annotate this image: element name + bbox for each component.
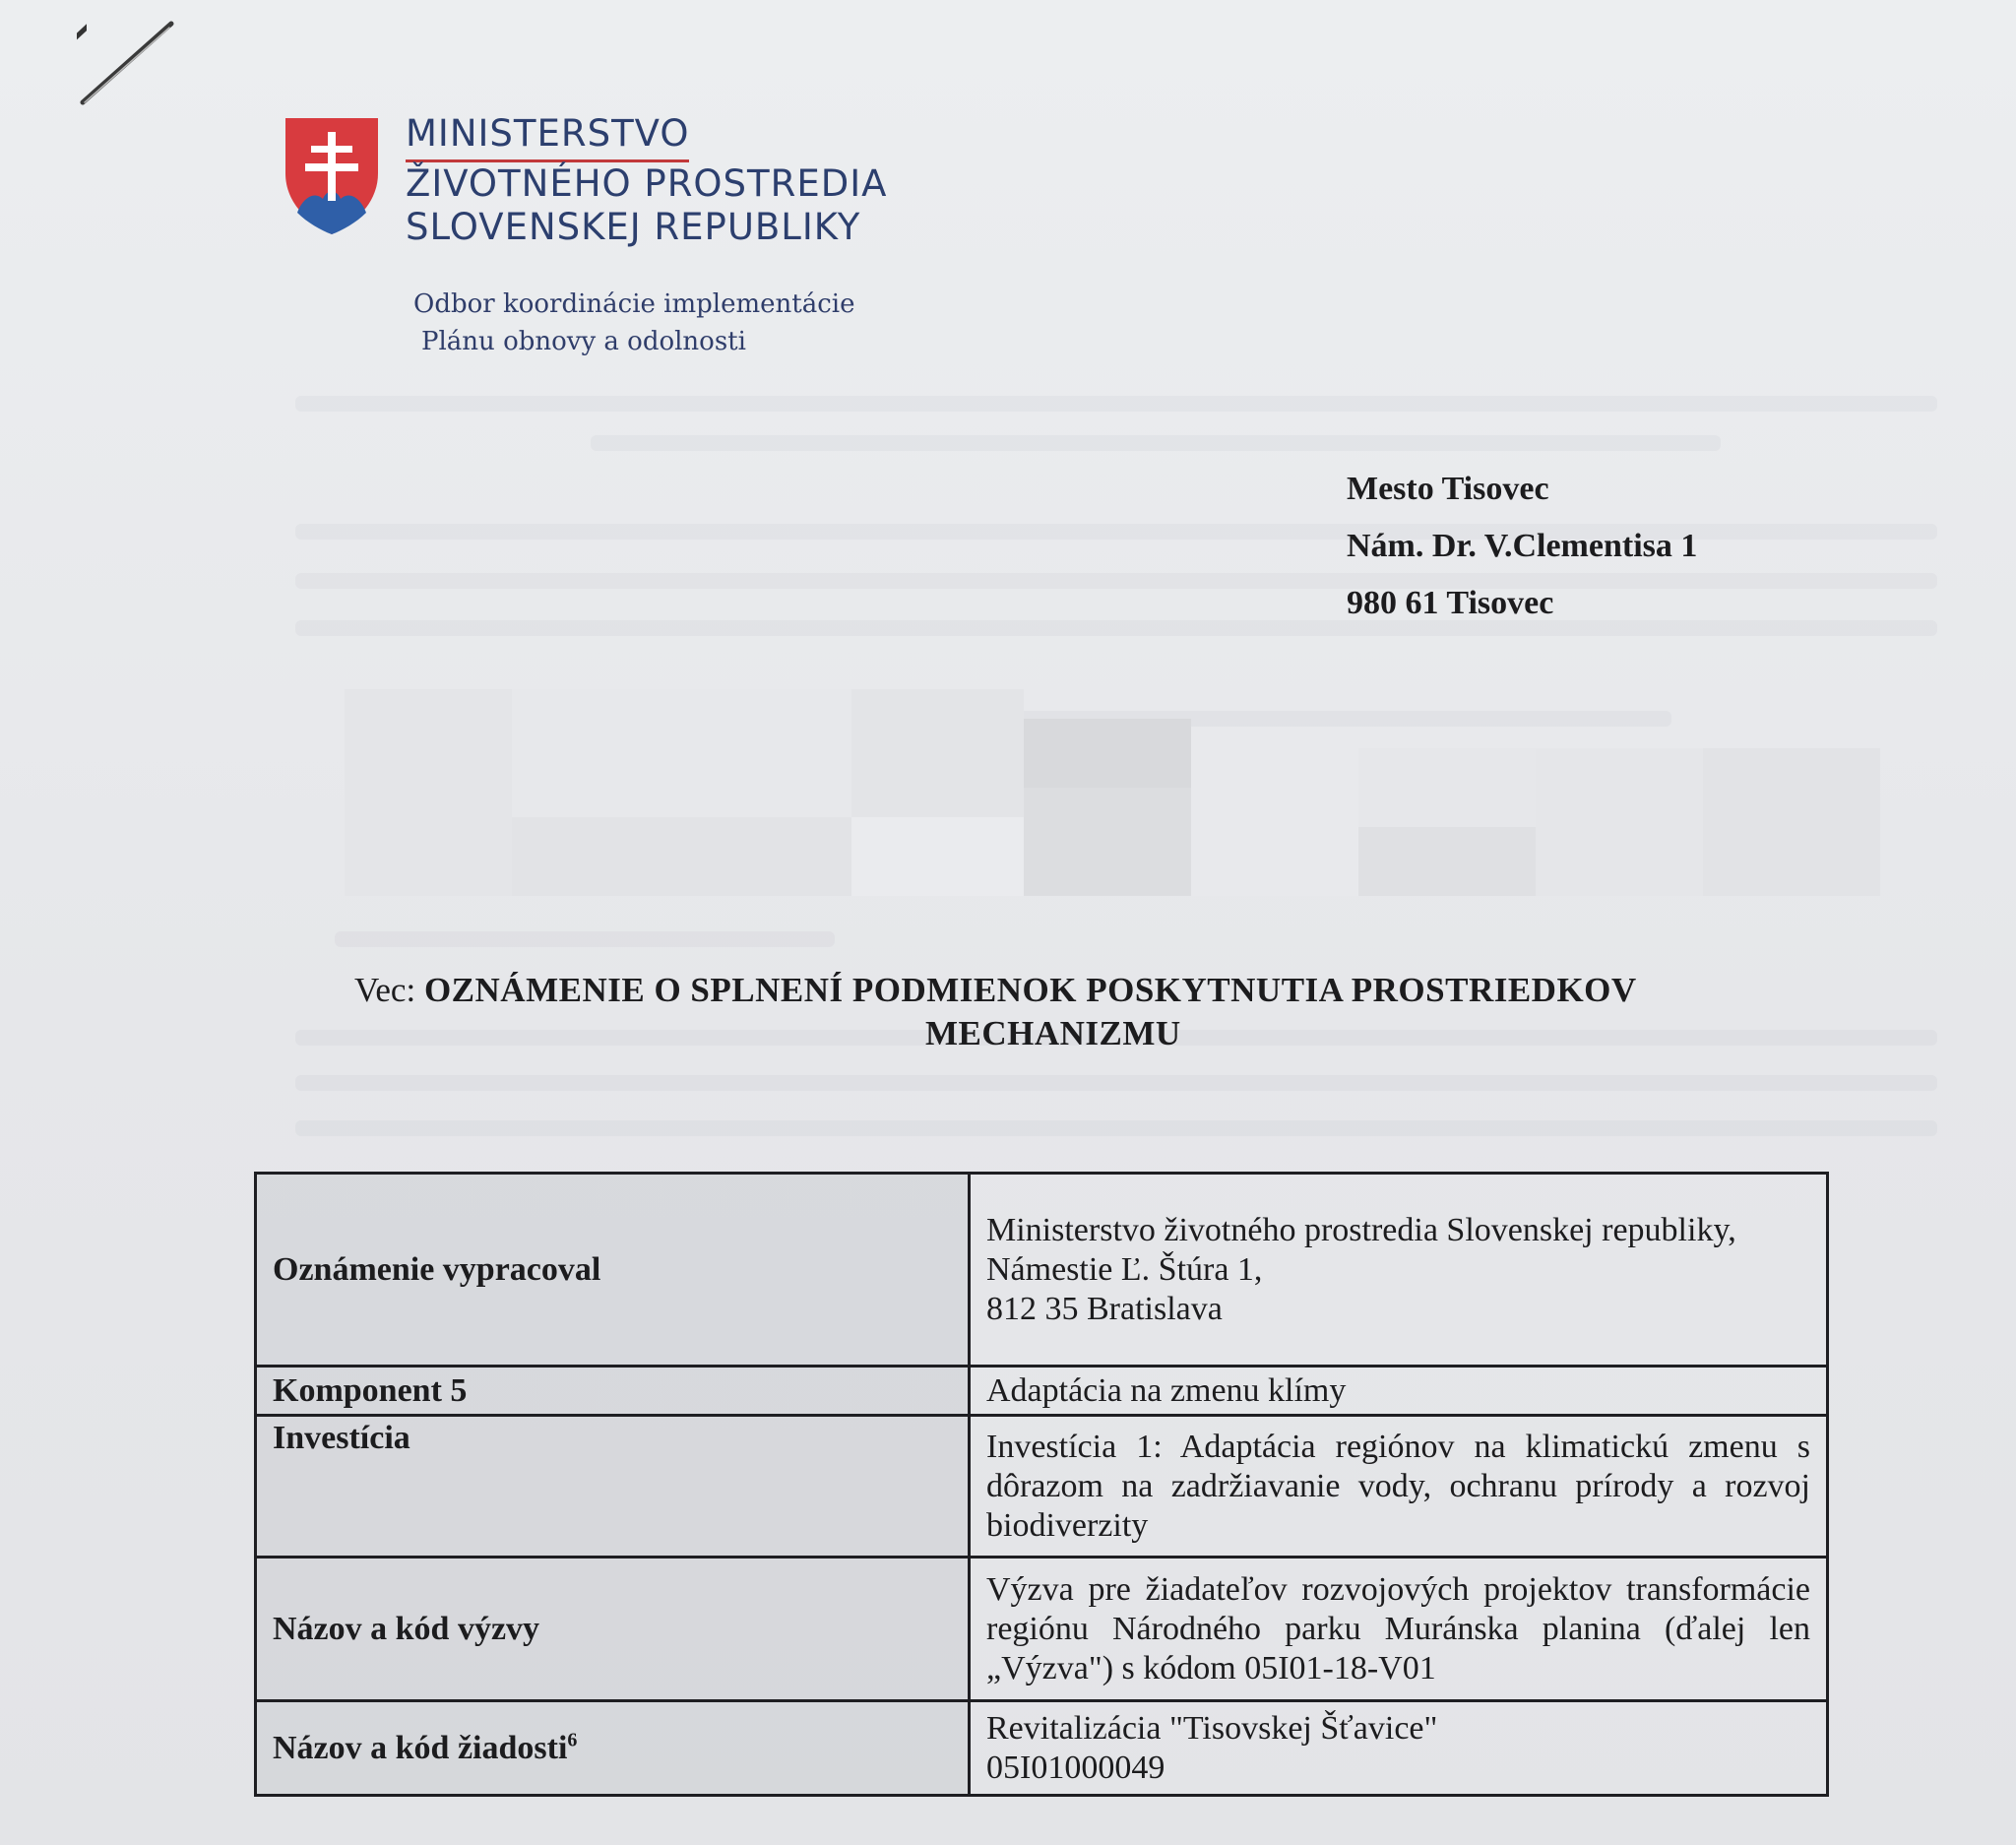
- recipient-street: Nám. Dr. V.Clementisa 1: [1347, 528, 1698, 564]
- value-line: Výzva pre žiadateľov rozvojových projektov transformácie regiónu Národného parku Muránska planina (ďalej len „Výzva") s kódom 05I01-18-V01: [986, 1570, 1810, 1686]
- ministry-name-line3: SLOVENSKEJ REPUBLIKY: [406, 206, 861, 248]
- row-value: [970, 1416, 1828, 1558]
- recipient-address: [1347, 461, 1697, 632]
- ministry-name-line1: MINISTERSTVO: [406, 112, 689, 162]
- bleed-through-line: [295, 396, 1937, 412]
- row-value: [970, 1174, 1828, 1367]
- department-name: [413, 286, 855, 360]
- value-line: Námestie Ľ. Štúra 1,: [986, 1250, 1263, 1288]
- row-key: Názov a kód výzvy: [256, 1558, 970, 1701]
- subject: [354, 969, 1831, 1055]
- row-key: Oznámenie vypracoval: [256, 1174, 970, 1367]
- recipient-name: Mesto Tisovec: [1347, 471, 1549, 507]
- row-key: Investícia: [256, 1416, 970, 1558]
- value-line: Investícia 1: Adaptácia regiónov na klimatickú zmenu s dôrazom na zadržiavanie vody, ochranu prírody a rozvoj biodiverzity: [986, 1428, 1810, 1544]
- subject-title-line2: MECHANIZMU: [925, 1014, 1181, 1052]
- row-key-text: Názov a kód žiadosti: [273, 1729, 568, 1766]
- department-line2: Plánu obnovy a odolnosti: [421, 327, 746, 356]
- row-value: [970, 1701, 1828, 1796]
- subject-title-line1: OZNÁMENIE O SPLNENÍ PODMIENOK POSKYTNUTIA PROSTRIEDKOV: [423, 971, 1637, 1009]
- table-row: [256, 1416, 1828, 1558]
- table-row: [256, 1701, 1828, 1796]
- bleed-through-line: [335, 931, 835, 947]
- table-row: [256, 1174, 1828, 1367]
- table-row: [256, 1367, 1828, 1416]
- value-line: Ministerstvo životného prostredia Slovenskej republiky,: [986, 1211, 1736, 1248]
- subject-label: Vec:: [354, 971, 416, 1009]
- recipient-city: 980 61 Tisovec: [1347, 585, 1554, 621]
- slovak-coat-of-arms-icon: [282, 114, 382, 236]
- ministry-name: [406, 112, 887, 249]
- value-line: Revitalizácia "Tisovskej Šťavice": [986, 1709, 1438, 1747]
- ministry-name-line2: ŽIVOTNÉHO PROSTREDIA: [406, 162, 888, 205]
- staple-icon: [77, 20, 175, 108]
- bleed-through-line: [591, 435, 1721, 451]
- row-key: Komponent 5: [256, 1367, 970, 1416]
- department-line1: Odbor koordinácie implementácie: [413, 289, 855, 319]
- bleed-through-line: [295, 1120, 1937, 1136]
- value-line: 812 35 Bratislava: [986, 1290, 1223, 1327]
- bleed-through-line: [295, 1075, 1937, 1091]
- row-value: [970, 1558, 1828, 1701]
- info-table: [254, 1172, 1829, 1797]
- row-value: [970, 1367, 1828, 1416]
- value-line: Adaptácia na zmenu klímy: [986, 1371, 1347, 1409]
- footnote-marker: 6: [567, 1729, 578, 1751]
- table-row: [256, 1558, 1828, 1701]
- value-line: 05I01000049: [986, 1749, 1166, 1786]
- row-key: [256, 1701, 970, 1796]
